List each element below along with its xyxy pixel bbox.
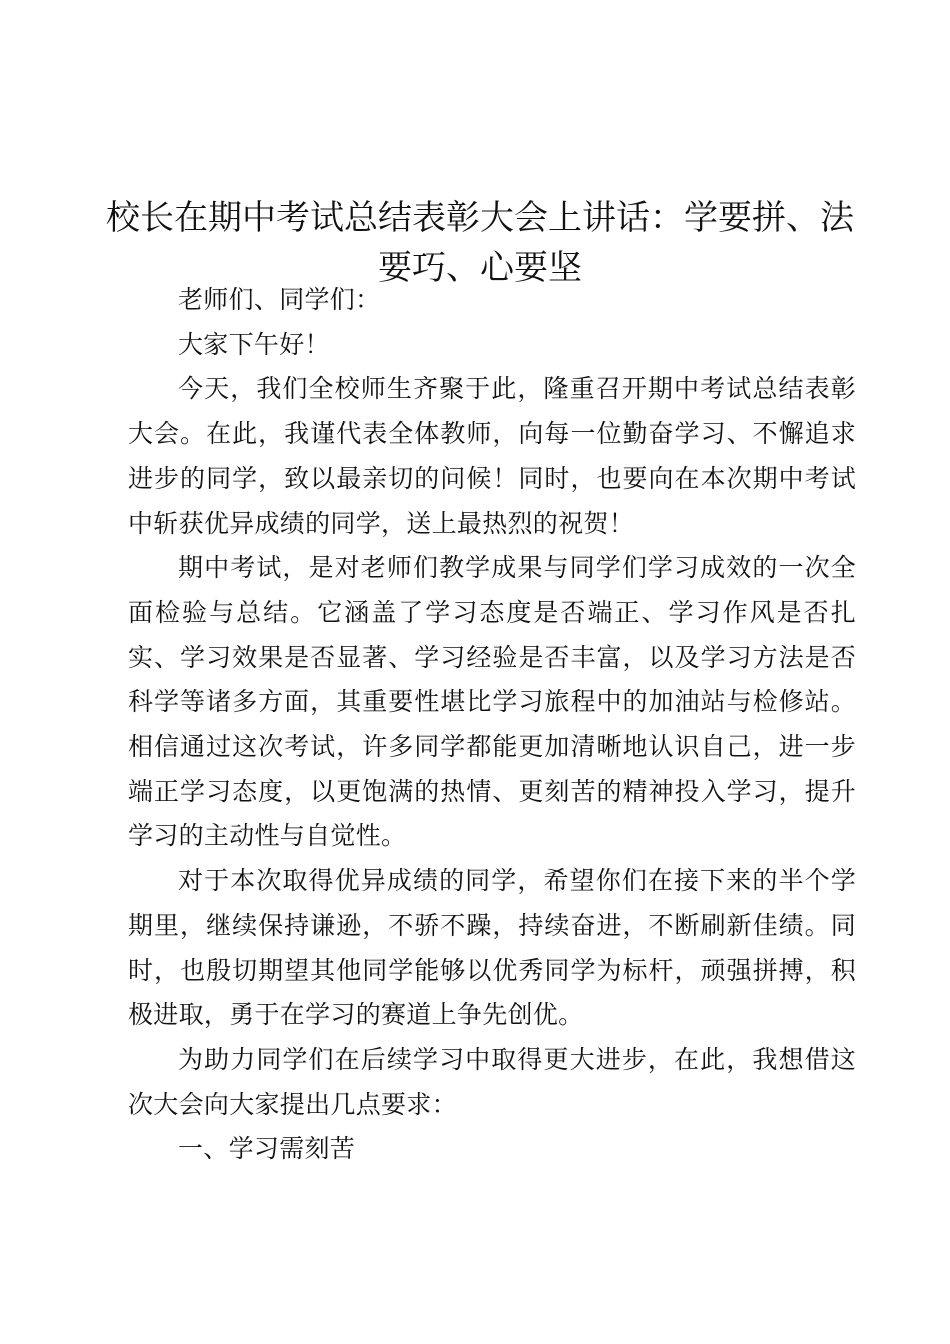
body-paragraph: 期中考试，是对老师们教学成果与同学们学习成效的一次全面检验与总结。它涵盖了学习态度是否端正、学习作风是否扎实、学习效果是否显著、学习经验是否丰富，以及学习方法是否科学等诸多方面，其重要性堪比学习旅程中的加油站与检修站。相信通过这次考试，许多同学都能更加清晰地认识自己，进一步端正学习态度，以更饱满的热情、更刻苦的精神投入学习，提升学习的主动性与自觉性。 xyxy=(128,553,856,851)
body-paragraph: 为助力同学们在后续学习中取得更大进步，在此，我想借这次大会向大家提出几点要求： xyxy=(128,1044,856,1119)
body-paragraph: 今天，我们全校师生齐聚于此，隆重召开期中考试总结表彰大会。在此，我谨代表全体教师，向每一位勤奋学习、不懈追求进步的同学，致以最亲切的问候！同时，也要向在本次期中考试中斩获优异成绩的同学，送上最热烈的祝贺！ xyxy=(128,374,856,538)
greeting: 大家下午好！ xyxy=(178,329,330,359)
section-heading: 一、学习需刻苦 xyxy=(178,1134,356,1164)
salutation: 老师们、同学们： xyxy=(178,285,381,314)
document-title: 校长在期中考试总结表彰大会上讲话：学要拼、法要巧、心要坚 xyxy=(106,197,854,288)
body-paragraph: 对于本次取得优异成绩的同学，希望你们在接下来的半个学期里，继续保持谦逊，不骄不躁，持续奋进，不断刷新佳绩。同时，也殷切期望其他同学能够以优秀同学为标杆，顽强拼搏，积极进取，勇于在学习的赛道上争先创优。 xyxy=(128,866,856,1030)
document-body xyxy=(128,278,856,1172)
